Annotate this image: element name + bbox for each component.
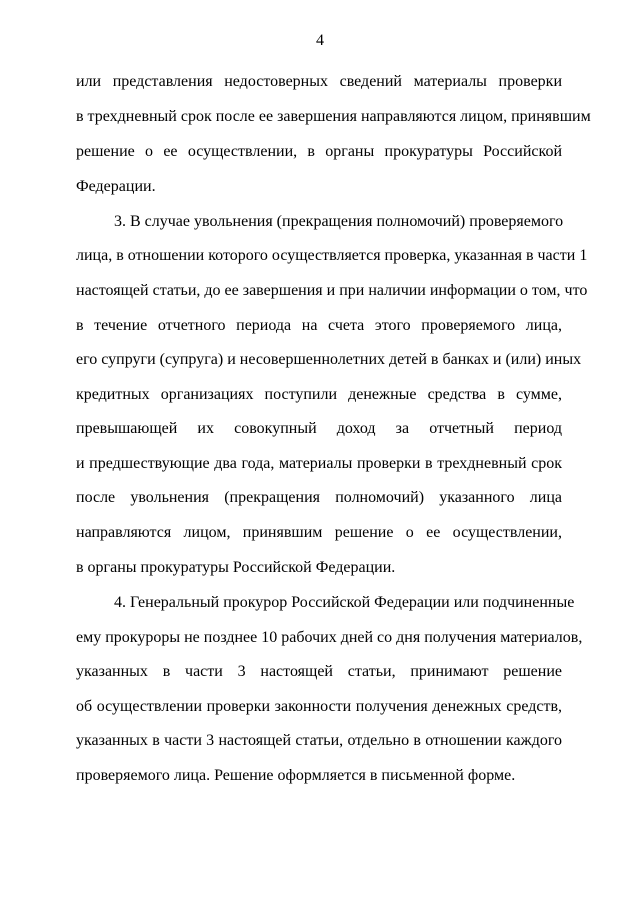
paragraph-2-line-10: направляются лицом, принявшим решение о ее осуществлении, <box>76 524 562 541</box>
paragraph-2-line-6: кредитных организациях поступили денежные средства в сумме, <box>76 386 562 403</box>
page-number: 4 <box>316 32 324 49</box>
paragraph-2-line-4: в течение отчетного периода на счета этого проверяемого лица, <box>76 317 562 334</box>
paragraph-3-line-4: об осуществлении проверки законности получения денежных средств, <box>76 698 562 715</box>
paragraph-1-line-2: в трехдневный срок после ее завершения направляются лицом, принявшим <box>76 108 591 125</box>
paragraph-2-line-8: и предшествующие два года, материалы проверки в трехдневный срок <box>76 455 562 472</box>
paragraph-3-line-2: ему прокуроры не позднее 10 рабочих дней со дня получения материалов, <box>76 629 583 646</box>
paragraph-1-line-4: Федерации. <box>76 178 156 195</box>
paragraph-3-line-1: 4. Генеральный прокурор Российской Федерации или подчиненные <box>114 594 575 611</box>
paragraph-2-line-2: лица, в отношении которого осуществляется проверка, указанная в части 1 <box>76 247 588 264</box>
paragraph-3-line-3: указанных в части 3 настоящей статьи, принимают решение <box>76 663 562 680</box>
paragraph-3-line-6: проверяемого лица. Решение оформляется в письменной форме. <box>76 767 516 784</box>
paragraph-2-line-5: его супруги (супруга) и несовершеннолетних детей в банках и (или) иных <box>76 351 582 368</box>
paragraph-1-line-1: или представления недостоверных сведений материалы проверки <box>76 73 562 90</box>
paragraph-2-line-3: настоящей статьи, до ее завершения и при наличии информации о том, что <box>76 282 588 299</box>
paragraph-2-line-11: в органы прокуратуры Российской Федерации. <box>76 559 396 576</box>
paragraph-1-line-3: решение о ее осуществлении, в органы прокуратуры Российской <box>76 143 562 160</box>
paragraph-2-line-1: 3. В случае увольнения (прекращения полномочий) проверяемого <box>114 213 564 230</box>
paragraph-2-line-7: превышающей их совокупный доход за отчетный период <box>76 420 562 437</box>
paragraph-2-line-9: после увольнения (прекращения полномочий) указанного лица <box>76 489 562 506</box>
paragraph-3-line-5: указанных в части 3 настоящей статьи, отдельно в отношении каждого <box>76 732 562 749</box>
